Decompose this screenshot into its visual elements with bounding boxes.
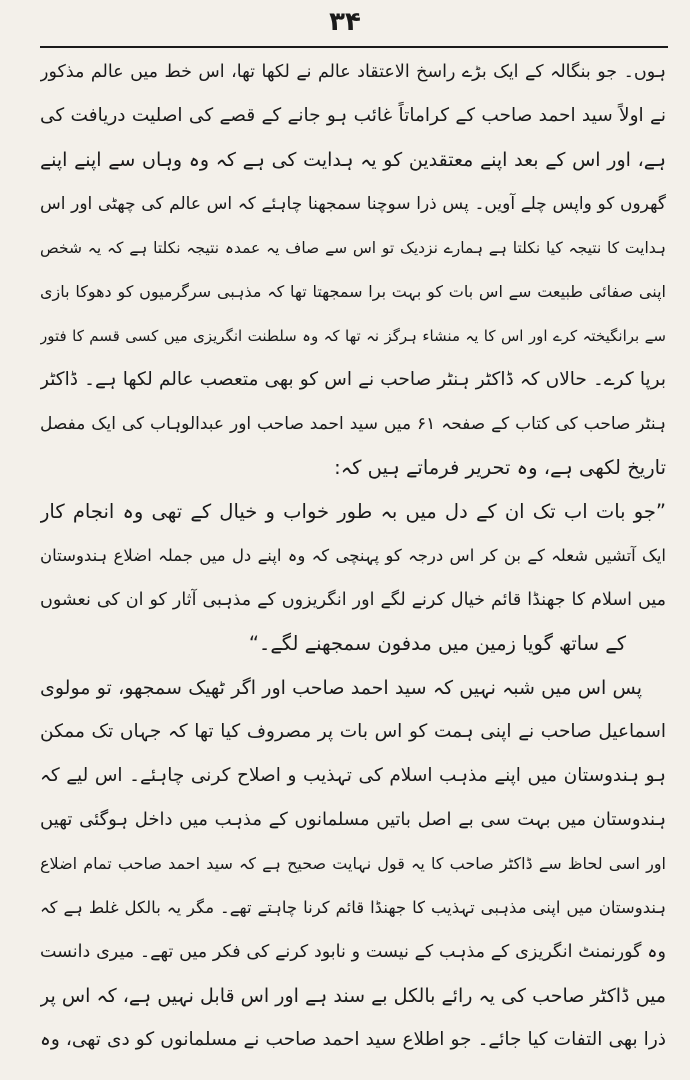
text-line: ہندوستان میں بہت سی بے اصل باتیں مسلمانوں کے مذہب میں داخل ہوگئی تھیں xyxy=(40,809,666,830)
text-line: گھروں کو واپس چلے آویں۔ پس ذرا سوچنا سمجھنا چاہئے کہ اس عالم کی چھٹی اور اس xyxy=(40,194,666,214)
text-line: ہنٹر صاحب کی کتاب کے صفحہ ۶۱ میں سید احمد صاحب اور عبدالوہاب کی ایک مفصل xyxy=(40,414,666,434)
quote-line: ایک آتشیں شعلہ کے بن کر اس درجہ کو پہنچی کہ وہ اپنے دل میں جملہ اضلاع ہندوستان xyxy=(40,546,666,565)
text-line: اور اسی لحاظ سے ڈاکٹر صاحب کا یہ قول نہایت صحیح ہے کہ سید احمد صاحب تمام اضلاع xyxy=(40,854,666,873)
text-line: اسماعیل صاحب نے اپنی ہمت کو اس بات پر مصروف کیا تھا کہ جہاں تک ممکن xyxy=(40,721,666,742)
text-line: سے برانگیختہ کرے اور اس کا یہ منشاء ہرگز نہ تھا کہ وہ سلطنت انگریزی میں کسی قسم کا فتور xyxy=(40,327,666,345)
text-line: اپنی صفائی طبیعت سے اس بات کو بہت برا سمجھتا تھا کہ مذہبی سرگرمیوں کو دھوکا بازی xyxy=(40,282,666,301)
page-number: ۳۴ xyxy=(329,7,361,37)
quote-line: ”جو بات اب تک ان کے دل میں بہ طور خواب و خیال کے تھی وہ انجام کار xyxy=(40,500,666,523)
text-line: میں ڈاکٹر صاحب کی یہ رائے بالکل بے سند ہے اور اس قابل نہیں ہے، کہ اس پر xyxy=(40,985,666,1007)
text-line: ذرا بھی التفات کیا جائے۔ جو اطلاع سید احمد صاحب نے مسلمانوں کو دی تھی، وہ xyxy=(40,1029,666,1050)
text-line: ہوں۔ جو بنگالہ کے ایک بڑے راسخ الاعتقاد عالم نے لکھا تھا، اس خط میں عالم مذکور xyxy=(40,62,666,82)
quote-line: میں اسلام کا جھنڈا قائم خیال کرنے لگے اور انگریزوں کے مذہبی آثار کو ان کی نعشوں xyxy=(40,590,666,610)
text-line: تاریخ لکھی ہے، وہ تحریر فرماتے ہیں کہ: xyxy=(334,456,666,479)
page-body xyxy=(40,50,666,1062)
text-line: ہندوستان میں اپنی مذہبی تہذیب کا جھنڈا قائم کرنا چاہتے تھے۔ مگر یہ بالکل غلط ہے کہ xyxy=(40,898,666,917)
text-line: برپا کرے۔ حالاں کہ ڈاکٹر ہنٹر صاحب نے اس کو بھی متعصب عالم لکھا ہے۔ ڈاکٹر xyxy=(40,369,666,390)
header-rule xyxy=(40,46,668,48)
text-line: وہ گورنمنٹ انگریزی کے مذہب کے نیست و نابود کرنے کی فکر میں تھے۔ میری دانست xyxy=(40,942,666,962)
text-line: نے اولاً سید احمد صاحب کے کراماتاً غائب ہو جانے کے قصے کی اصلیت دریافت کی xyxy=(40,105,666,126)
text-line: ہدایت کا نتیجہ کیا نکلتا ہے ہمارے نزدیک تو اس سے صاف یہ عمدہ نتیجہ نکلتا ہے کہ یہ شخص xyxy=(40,239,666,257)
text-line: پس اس میں شبہ نہیں کہ سید احمد صاحب اور اگر ٹھیک سمجھو، تو مولوی xyxy=(40,677,642,699)
text-line: ہے، اور اس کے بعد اپنے معتقدین کو یہ ہدایت کی ہے کہ وہ وہاں سے اپنے اپنے xyxy=(40,149,666,171)
text-line: ہو ہندوستان میں اپنے مذہب اسلام کی تہذیب و اصلاح کرنی چاہئے۔ اس لیے کہ xyxy=(40,765,666,786)
quote-line: کے ساتھ گویا زمین میں مدفون سمجھنے لگے۔“ xyxy=(248,632,626,655)
